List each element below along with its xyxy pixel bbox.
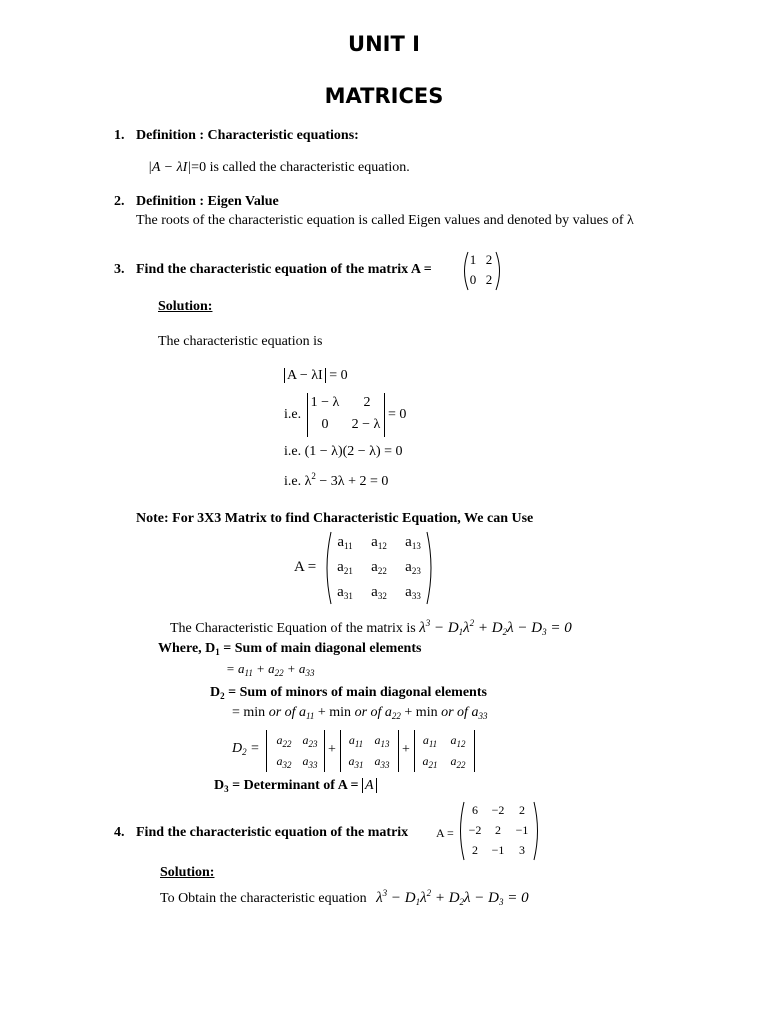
obtain-text [160, 888, 529, 907]
section-3-heading [114, 262, 432, 278]
step-4-c: − 3λ + 2 = 0 [315, 474, 389, 489]
matrix-cell-a21: $a_{21}$ [337, 559, 353, 576]
definition-text: =0 is called the characteristic equation. [191, 160, 410, 175]
solution-label: Solution: [158, 299, 213, 314]
det-cell: 2 [363, 395, 371, 410]
matrix-cell: 2 [472, 843, 478, 857]
obtain-label: To Obtain the characteristic equation [160, 891, 367, 906]
ie-label-1: i.e. [284, 407, 302, 422]
det-cell: 1 − λ [310, 395, 340, 410]
obtain-formula: $\lambda^3 - D_1\lambda^2 + D_2\lambda - D_3 = 0$ [376, 888, 529, 907]
matrix-cell-a31: $a_{31}$ [337, 584, 353, 601]
char-eq-text [170, 618, 572, 637]
matrix-cell: 1 [469, 252, 477, 267]
det-bar-left [307, 393, 308, 437]
characteristic-equation-definition [148, 160, 410, 176]
matrix-cell: 6 [472, 803, 478, 817]
matrix-cell-a12: $a_{12}$ [371, 534, 387, 551]
section-4-number: 4. [114, 825, 125, 840]
matrix-cell-a22: $a_{22}$ [371, 559, 387, 576]
matrix-cell: 0 [469, 272, 477, 287]
matrix-cell: −1 [515, 823, 529, 837]
matrix-cell: −2 [491, 803, 505, 817]
matrix-3x3-general-cells [322, 530, 436, 606]
det-rhs: = 0 [388, 407, 407, 422]
unit-title: UNIT I [348, 32, 420, 56]
step-4-exp: 2 [311, 471, 316, 481]
section-1-number: 1. [114, 128, 125, 143]
step-4-equation [284, 471, 388, 490]
chapter-title: MATRICES [324, 84, 444, 108]
d2-determinants: $a_{22}$ $a_{23}$ $a_{32}$ $a_{33}$ + $a_{11}$ $a_{13}$ $a_{31}$ $a_{33}$ + $a_{11}$ $a_{12}$ $a_{21}$ $a_{22}$ [266, 730, 478, 774]
matrix-cell: 2 [485, 272, 493, 287]
matrix-cell-a11: $a_{11}$ [337, 534, 353, 551]
det-expression: A − λI [284, 368, 326, 383]
matrix-cell: −1 [491, 843, 505, 857]
a-equals-label-4: A = [436, 826, 454, 840]
step-1-equation [284, 368, 348, 384]
matrix-cell-a32: $a_{32}$ [371, 584, 387, 601]
step-4-a: i.e. λ [284, 474, 312, 489]
section-2-number: 2. [114, 194, 125, 209]
section-4-heading [114, 825, 408, 841]
matrix-cell: −2 [468, 823, 482, 837]
d2-label: $D_2$ = [232, 741, 260, 757]
section-4-title: Find the characteristic equation of the matrix [136, 825, 409, 840]
matrix-cell: 2 [485, 252, 493, 267]
matrix-cell: 2 [495, 823, 501, 837]
solution-label-4: Solution: [160, 865, 215, 880]
d2-heading: $D_2$ = Sum of minors of main diagonal elements [210, 685, 487, 701]
matrix-cell-a13: $a_{13}$ [405, 534, 421, 551]
d1-formula: = $a_{11} + a_{22} + a_{33}$ [226, 661, 315, 678]
section-1-heading [114, 128, 359, 144]
d2-minor-formula: = min or of $a_{11} + \min$ or of $a_{22} + \min$ or of $a_{33}$ [232, 705, 488, 721]
d1-heading: Where, $D_1$ = Sum of main diagonal elements [158, 641, 422, 657]
matrix-2x2-cells [460, 250, 504, 292]
det-cell: 0 [321, 417, 329, 432]
matrix-cell-a33: $a_{33}$ [405, 584, 421, 601]
char-eq-label: The Characteristic Equation of the matrix is [170, 621, 416, 636]
char-eq-formula: $\lambda^3 - D_1\lambda^2 + D_2\lambda - D_3 = 0$ [419, 618, 572, 637]
section-1-title: Definition : Characteristic equations: [136, 128, 359, 143]
matrix-cell-a23: $a_{23}$ [405, 559, 421, 576]
det-a-lambda-i: |A − λI| [148, 160, 192, 175]
step-1-rhs: = 0 [329, 368, 348, 383]
det-cell: 2 − λ [351, 417, 381, 432]
a-equals-label: A = [294, 559, 317, 575]
step-3-equation: i.e. (1 − λ)(2 − λ) = 0 [284, 444, 403, 459]
matrix-cell: 2 [519, 803, 525, 817]
section-3-number: 3. [114, 262, 125, 277]
section-2-heading [114, 194, 279, 210]
det-bar-right [384, 393, 385, 437]
matrix-cell: 3 [519, 843, 525, 857]
det-2x2-cells [309, 395, 383, 437]
solution-intro: The characteristic equation is [158, 334, 323, 349]
matrix-3x3-numeric-cells [456, 800, 542, 862]
note-heading: Note: For 3X3 Matrix to find Characteristic Equation, We can Use [136, 511, 534, 526]
section-3-title: Find the characteristic equation of the matrix A = [136, 262, 432, 277]
section-2-title: Definition : Eigen Value [136, 194, 279, 209]
eigen-value-definition: The roots of the characteristic equation is called Eigen values and denoted by values of λ [136, 213, 634, 228]
d3-heading: $D_3$ = Determinant of A = A [214, 778, 377, 794]
